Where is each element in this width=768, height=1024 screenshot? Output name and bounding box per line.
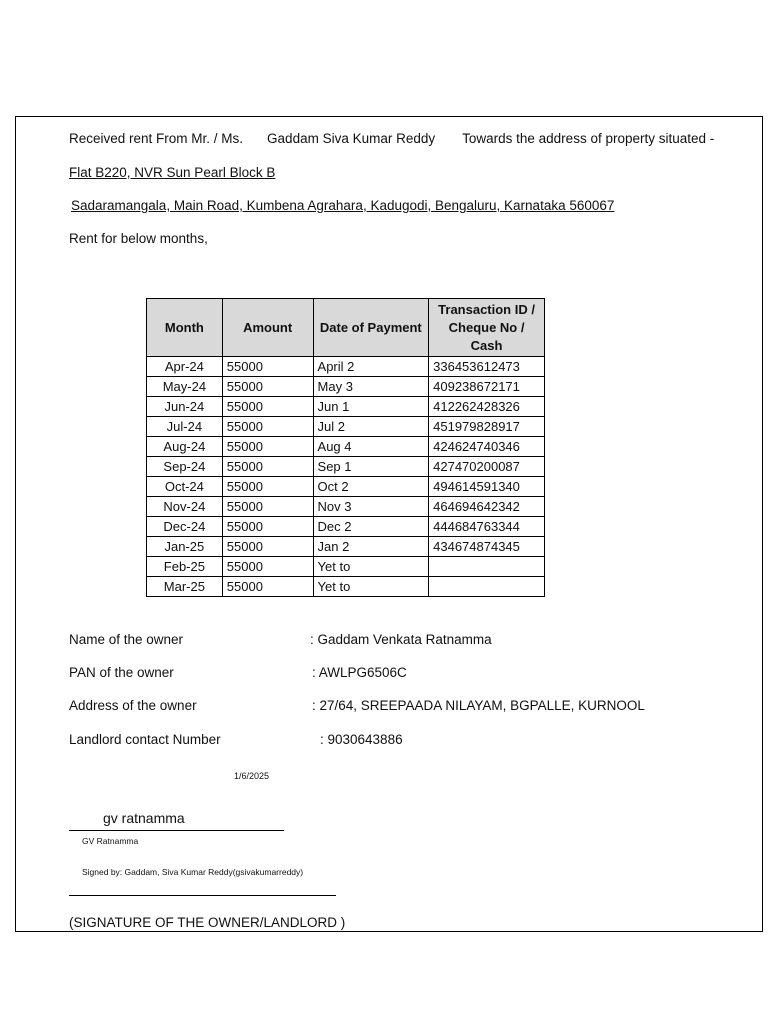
owner-address-label: Address of the owner bbox=[69, 698, 197, 713]
cell-transaction: 336453612473 bbox=[429, 357, 545, 377]
cell-month: Nov-24 bbox=[147, 497, 223, 517]
header-date: Date of Payment bbox=[313, 299, 429, 357]
owner-address-value: : 27/64, SREEPAADA NILAYAM, BGPALLE, KURNOOL bbox=[312, 698, 645, 713]
cell-amount: 55000 bbox=[222, 417, 313, 437]
table-row bbox=[147, 357, 545, 377]
table-row bbox=[147, 577, 545, 597]
table-row bbox=[147, 377, 545, 397]
cell-amount: 55000 bbox=[222, 397, 313, 417]
cell-amount: 55000 bbox=[222, 437, 313, 457]
owner-name-value: : Gaddam Venkata Ratnamma bbox=[310, 632, 492, 647]
cell-amount: 55000 bbox=[222, 377, 313, 397]
cell-date: April 2 bbox=[313, 357, 429, 377]
cell-date: Jun 1 bbox=[313, 397, 429, 417]
table-row bbox=[147, 397, 545, 417]
cell-date: May 3 bbox=[313, 377, 429, 397]
cell-transaction: 434674874345 bbox=[429, 537, 545, 557]
cell-date: Oct 2 bbox=[313, 477, 429, 497]
owner-contact-label: Landlord contact Number bbox=[69, 732, 221, 747]
table-row bbox=[147, 437, 545, 457]
printed-owner-name: GV Ratnamma bbox=[82, 836, 139, 846]
cell-amount: 55000 bbox=[222, 477, 313, 497]
table-row bbox=[147, 497, 545, 517]
signed-by-text: Signed by: Gaddam, Siva Kumar Reddy(gsivakumarreddy) bbox=[82, 867, 304, 877]
cell-date: Nov 3 bbox=[313, 497, 429, 517]
cell-transaction bbox=[429, 557, 545, 577]
owner-name-label: Name of the owner bbox=[69, 632, 184, 647]
cell-transaction: 494614591340 bbox=[429, 477, 545, 497]
cell-month: Dec-24 bbox=[147, 517, 223, 537]
cell-month: Aug-24 bbox=[147, 437, 223, 457]
signature-line bbox=[69, 830, 284, 831]
table-row bbox=[147, 537, 545, 557]
received-line bbox=[69, 131, 714, 146]
signature-caption: (SIGNATURE OF THE OWNER/LANDLORD ) bbox=[69, 915, 346, 930]
cell-amount: 55000 bbox=[222, 577, 313, 597]
table-row bbox=[147, 417, 545, 437]
cell-date: Yet to bbox=[313, 577, 429, 597]
owner-pan-label: PAN of the owner bbox=[69, 665, 174, 680]
header-month: Month bbox=[147, 299, 223, 357]
towards-text: Towards the address of property situated - bbox=[462, 131, 715, 146]
cell-amount: 55000 bbox=[222, 457, 313, 477]
owner-pan-value: : AWLPG6506C bbox=[312, 665, 407, 680]
header-transaction: Transaction ID / Cheque No / Cash bbox=[429, 299, 545, 357]
table-header-row bbox=[147, 299, 545, 357]
cell-date: Sep 1 bbox=[313, 457, 429, 477]
cell-date: Yet to bbox=[313, 557, 429, 577]
cell-month: Apr-24 bbox=[147, 357, 223, 377]
rent-months-label: Rent for below months, bbox=[69, 231, 208, 246]
cell-amount: 55000 bbox=[222, 557, 313, 577]
cell-transaction: 451979828917 bbox=[429, 417, 545, 437]
cell-month: Feb-25 bbox=[147, 557, 223, 577]
cell-month: Mar-25 bbox=[147, 577, 223, 597]
cell-date: Aug 4 bbox=[313, 437, 429, 457]
table-row bbox=[147, 477, 545, 497]
property-address-line1: Flat B220, NVR Sun Pearl Block B bbox=[69, 165, 276, 180]
cell-amount: 55000 bbox=[222, 537, 313, 557]
rent-table bbox=[146, 298, 545, 597]
cell-month: Sep-24 bbox=[147, 457, 223, 477]
table-row bbox=[147, 457, 545, 477]
header-amount: Amount bbox=[222, 299, 313, 357]
cell-month: May-24 bbox=[147, 377, 223, 397]
cell-amount: 55000 bbox=[222, 517, 313, 537]
signature-underline bbox=[69, 895, 336, 896]
cell-transaction bbox=[429, 577, 545, 597]
property-address-line2: Sadaramangala, Main Road, Kumbena Agrahara, Kadugodi, Bengaluru, Karnataka 560067 bbox=[71, 198, 615, 213]
handwritten-signature: gv ratnamma bbox=[103, 810, 185, 826]
cell-date: Dec 2 bbox=[313, 517, 429, 537]
cell-month: Oct-24 bbox=[147, 477, 223, 497]
cell-date: Jan 2 bbox=[313, 537, 429, 557]
cell-transaction: 409238672171 bbox=[429, 377, 545, 397]
cell-transaction: 427470200087 bbox=[429, 457, 545, 477]
cell-transaction: 412262428326 bbox=[429, 397, 545, 417]
cell-transaction: 464694642342 bbox=[429, 497, 545, 517]
cell-transaction: 424624740346 bbox=[429, 437, 545, 457]
owner-contact-value: : 9030643886 bbox=[320, 732, 403, 747]
received-prefix: Received rent From Mr. / Ms. bbox=[69, 131, 244, 146]
cell-month: Jul-24 bbox=[147, 417, 223, 437]
table-row bbox=[147, 517, 545, 537]
cell-transaction: 444684763344 bbox=[429, 517, 545, 537]
cell-month: Jun-24 bbox=[147, 397, 223, 417]
cell-month: Jan-25 bbox=[147, 537, 223, 557]
cell-date: Jul 2 bbox=[313, 417, 429, 437]
cell-amount: 55000 bbox=[222, 497, 313, 517]
tenant-name: Gaddam Siva Kumar Reddy bbox=[267, 131, 436, 146]
table-row bbox=[147, 557, 545, 577]
cell-amount: 55000 bbox=[222, 357, 313, 377]
signature-date: 1/6/2025 bbox=[234, 771, 270, 781]
